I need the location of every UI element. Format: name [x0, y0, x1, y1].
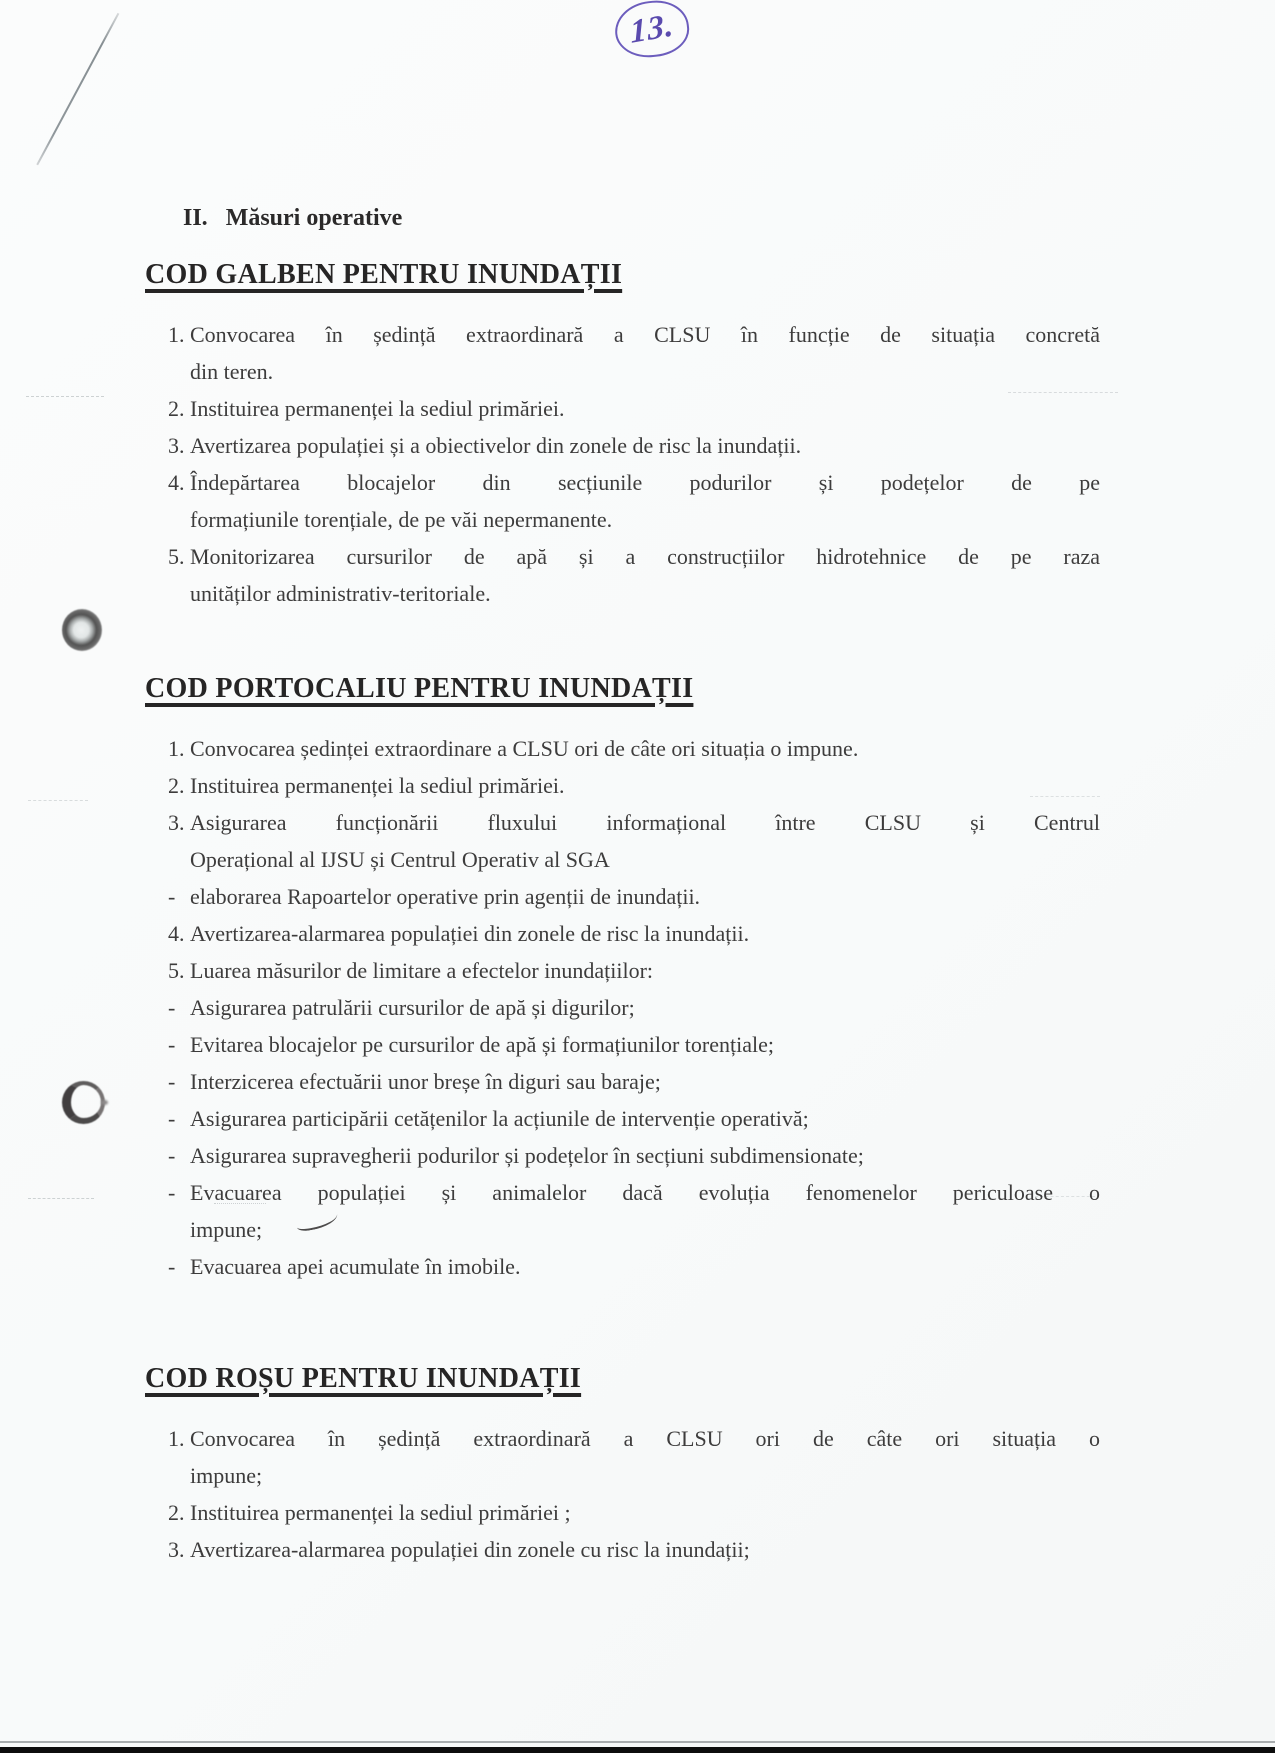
list-item-marker: 2. [168, 396, 185, 421]
list-item [145, 1026, 1100, 1063]
list-item-marker: 3. [168, 810, 185, 835]
list-item-marker: - [168, 884, 176, 909]
list-item [145, 1494, 1100, 1531]
margin-scan-artifact [26, 396, 104, 397]
list-item [145, 915, 1100, 952]
scan-bottom-line [0, 1741, 1275, 1743]
heading-title: Măsuri operative [225, 205, 403, 231]
list-item-text: Instituirea permanenței la sediul primăriei. [190, 773, 565, 798]
hole-punch-mark [62, 1081, 105, 1124]
list-item [145, 1137, 1100, 1174]
list-item-marker: - [168, 1106, 176, 1131]
diagonal-scan-line [36, 13, 119, 165]
section-title: COD PORTOCALIU PENTRU INUNDAȚII [145, 673, 694, 704]
list-item-text: Interzicerea efectuării unor breșe în diguri sau baraje; [190, 1069, 661, 1094]
list-item-text: Evitarea blocajelor pe cursurilor de apă și formațiunilor torențiale; [190, 1032, 774, 1057]
hole-punch-glint [101, 1100, 108, 1105]
list-item [145, 1248, 1100, 1285]
document-heading [183, 203, 402, 233]
list-item-text: Convocarea în ședință extraordinară a CLSU în funcție de situația concretă din teren. [190, 322, 1100, 384]
list-item-marker: 3. [168, 1537, 185, 1562]
list-item [145, 730, 1100, 767]
list-item [145, 989, 1100, 1026]
list-item [145, 538, 1100, 612]
list-item-text: Asigurarea supravegherii podurilor și podețelor în secțiuni subdimensionate; [190, 1143, 864, 1168]
list-item [145, 427, 1100, 464]
list-item [145, 316, 1100, 390]
list-item-text: Monitorizarea cursurilor de apă și a construcțiilor hidrotehnice de pe raza unităților administrativ-teritoriale. [190, 544, 1100, 606]
list-item-text: Îndepărtarea blocajelor din secțiunile podurilor și podețelor de pe formațiunile torențiale, de pe văi nepermanente. [190, 470, 1100, 532]
heading-numeral: II. [183, 205, 208, 231]
section-cod-rosu [145, 1362, 1100, 1568]
list-item-marker: - [168, 995, 176, 1020]
section-list [145, 730, 1100, 1285]
list-item-marker: 4. [168, 470, 185, 495]
section-list [145, 316, 1100, 612]
page-number: 13. [628, 6, 676, 51]
list-item-marker: 1. [168, 736, 185, 761]
list-item-marker: 2. [168, 1500, 185, 1525]
list-item-marker: - [168, 1032, 176, 1057]
section-list [145, 1420, 1100, 1568]
list-item [145, 952, 1100, 989]
list-item-text: Evacuarea populației și animalelor dacă evoluția fenomenelor periculoase o impune; [190, 1180, 1100, 1242]
list-item-text: Evacuarea apei acumulate în imobile. [190, 1254, 521, 1279]
list-item-text: Instituirea permanenței la sediul primăriei. [190, 396, 565, 421]
hole-punch-mark [62, 609, 102, 651]
list-item-text: Asigurarea participării cetățenilor la acțiunile de intervenție operativă; [190, 1106, 809, 1131]
list-item-marker: - [168, 1254, 176, 1279]
scan-bottom-edge [0, 1747, 1275, 1753]
list-item-marker: 2. [168, 773, 185, 798]
list-item-marker: 4. [168, 921, 185, 946]
list-item [145, 1531, 1100, 1568]
list-item [145, 1420, 1100, 1494]
list-item-text: Asigurarea funcționării fluxului informațional între CLSU și Centrul Operațional al IJSU și Centrul Operativ al SGA [190, 810, 1100, 872]
list-item-text: Convocarea ședinței extraordinare a CLSU ori de câte ori situația o impune. [190, 736, 859, 761]
list-item [145, 1174, 1100, 1248]
list-item-marker: - [168, 1069, 176, 1094]
list-item-marker: 5. [168, 544, 185, 569]
page-number-circle [612, 0, 691, 61]
list-item-marker: - [168, 1143, 176, 1168]
list-item-marker: 5. [168, 958, 185, 983]
list-item-text: Avertizarea-alarmarea populației din zonele cu risc la inundații; [190, 1537, 750, 1562]
section-cod-galben [145, 258, 1100, 612]
list-item [145, 767, 1100, 804]
list-item-text: Avertizarea-alarmarea populației din zonele de risc la inundații. [190, 921, 750, 946]
list-item-marker: 1. [168, 1426, 185, 1451]
margin-scan-artifact [28, 1198, 94, 1199]
list-item-marker: - [168, 1180, 176, 1205]
list-item [145, 1063, 1100, 1100]
section-title: COD GALBEN PENTRU INUNDAȚII [145, 259, 623, 290]
list-item-text: elaborarea Rapoartelor operative prin agenții de inundații. [190, 884, 701, 909]
list-item-marker: 1. [168, 322, 185, 347]
list-item-marker: 3. [168, 433, 185, 458]
list-item [145, 878, 1100, 915]
section-cod-portocaliu [145, 672, 1100, 1285]
list-item [145, 390, 1100, 427]
list-item [145, 464, 1100, 538]
margin-scan-artifact [28, 800, 88, 801]
list-item-text: Luarea măsurilor de limitare a efectelor inundațiilor: [190, 958, 654, 983]
list-item [145, 1100, 1100, 1137]
list-item-text: Instituirea permanenței la sediul primăriei ; [190, 1500, 571, 1525]
list-item-text: Convocarea în ședință extraordinară a CLSU ori de câte ori situația o impune; [190, 1426, 1100, 1488]
list-item-text: Avertizarea populației și a obiectivelor din zonele de risc la inundații. [190, 433, 802, 458]
section-title: COD ROȘU PENTRU INUNDAȚII [145, 1363, 582, 1394]
list-item [145, 804, 1100, 878]
list-item-text: Asigurarea patrulării cursurilor de apă și digurilor; [190, 995, 635, 1020]
